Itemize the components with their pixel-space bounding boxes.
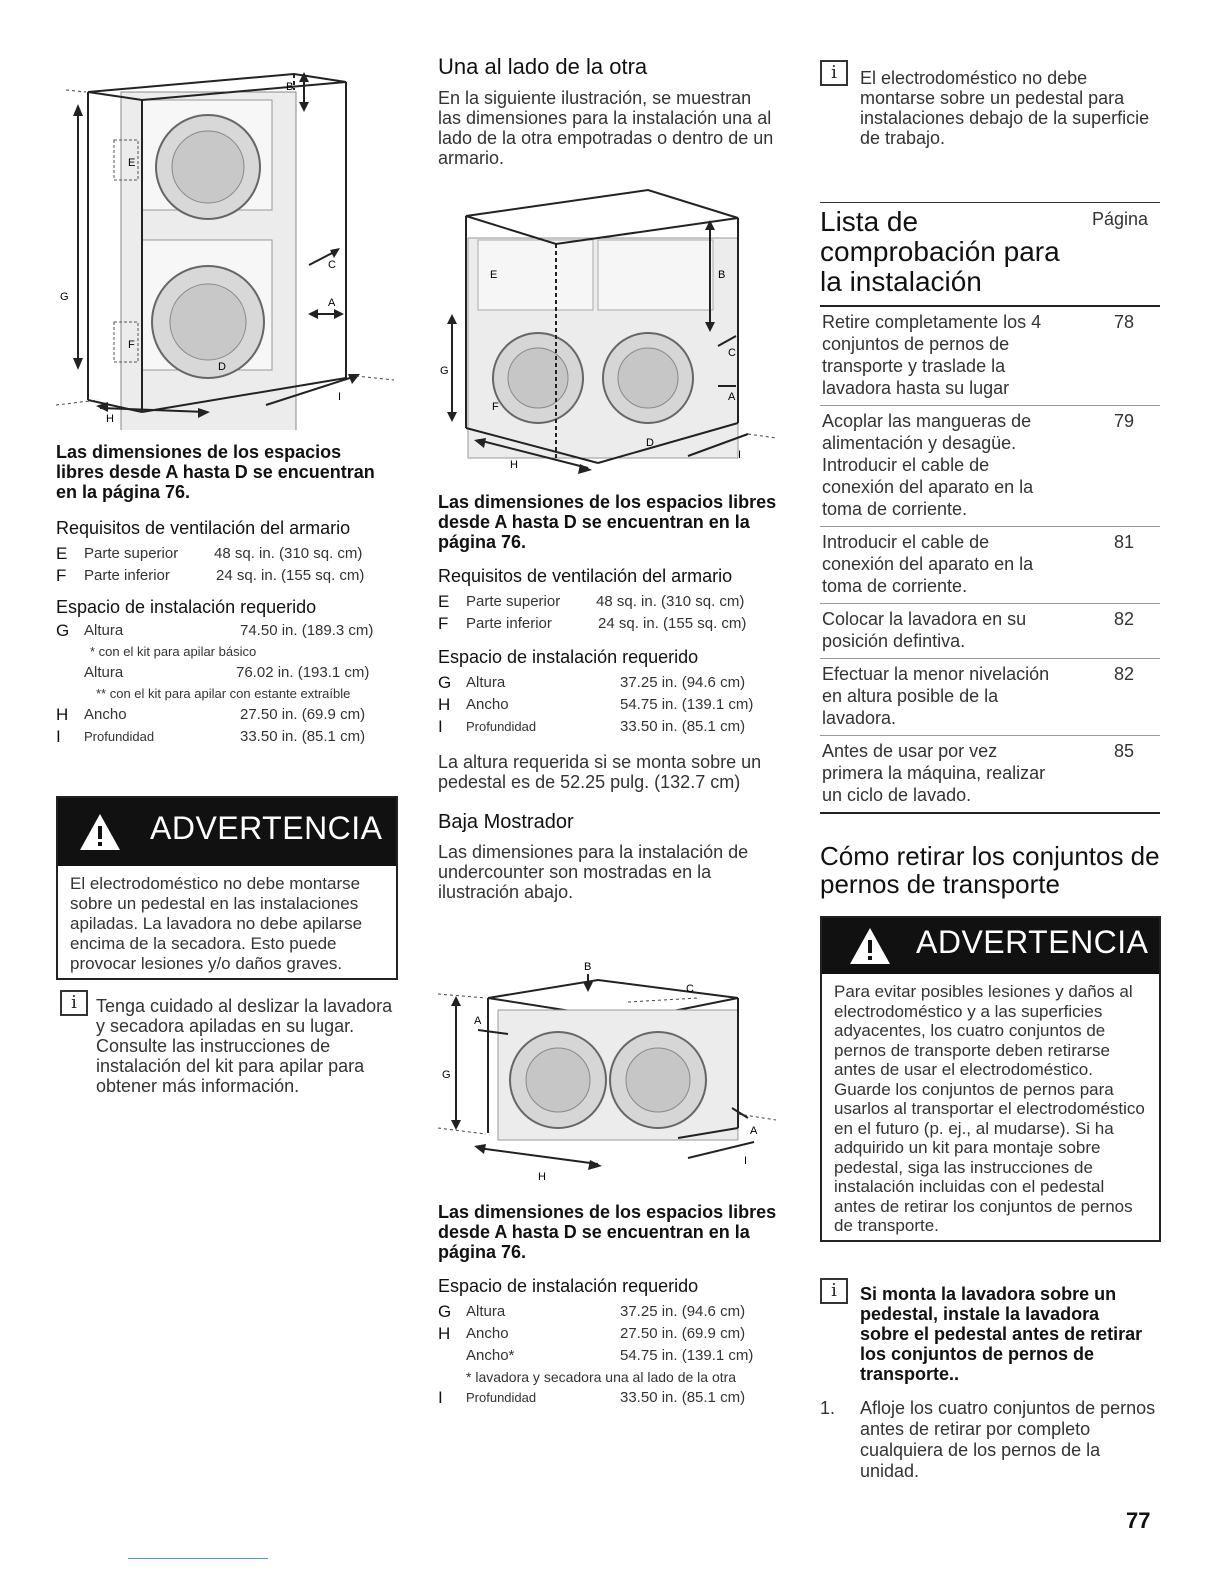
warning-box-stacked bbox=[56, 796, 398, 980]
warning-text: El electrodoméstico no debe montarse sobre un pedestal en las instalaciones apiladas. La lavadora no debe apilarse encima de la secadora. Esto puede provocar lesiones y/o daños graves. bbox=[70, 874, 363, 973]
spec-value: 33.50 in. (85.1 cm) bbox=[620, 718, 746, 735]
space-row-i bbox=[438, 716, 778, 738]
warning-title: ADVERTENCIA bbox=[916, 924, 1149, 960]
spec-value: 33.50 in. (85.1 cm) bbox=[620, 1389, 746, 1406]
checklist-page: 81 bbox=[1114, 532, 1135, 552]
checklist bbox=[820, 202, 1160, 814]
spec-note: * lavadora y secadora una al lado de la otra bbox=[466, 1369, 737, 1385]
page-number: 77 bbox=[1126, 1508, 1151, 1533]
spec-value: 27.50 in. (69.9 cm) bbox=[240, 706, 366, 723]
side-space-title: Espacio de instalación requerido bbox=[438, 647, 699, 667]
step-text: Afloje los cuatro conjuntos de pernos antes de retirar por completo cualquiera de los pernos de la unidad. bbox=[860, 1398, 1156, 1481]
checklist-row bbox=[820, 604, 1160, 659]
label-h: H bbox=[106, 413, 114, 425]
spec-value: 37.25 in. (94.6 cm) bbox=[620, 1303, 746, 1320]
spec-letter: I bbox=[56, 727, 61, 746]
label-a: A bbox=[750, 1125, 758, 1137]
spec-letter: E bbox=[438, 592, 450, 611]
warning-box-bolts bbox=[820, 916, 1161, 1242]
checklist-page: 82 bbox=[1114, 609, 1135, 629]
vent-row-f bbox=[438, 613, 778, 635]
label-d: D bbox=[218, 361, 226, 373]
spec-name: Parte inferior bbox=[84, 567, 170, 584]
spec-letter: G bbox=[56, 621, 70, 640]
label-a: A bbox=[328, 297, 336, 309]
spec-name: Altura bbox=[466, 1303, 506, 1320]
spec-value: 24 sq. in. (155 sq. cm) bbox=[216, 567, 365, 584]
checklist-row bbox=[820, 406, 1160, 527]
label-c: C bbox=[328, 259, 336, 271]
spec-value: 76.02 in. (193.1 cm) bbox=[236, 664, 370, 681]
checklist-text: Colocar la lavadora en su posición defintiva. bbox=[822, 609, 1027, 651]
label-f: F bbox=[492, 401, 499, 413]
spec-value: 74.50 in. (189.3 cm) bbox=[240, 622, 374, 639]
spec-name: Altura bbox=[84, 622, 124, 639]
stacked-space-title: Espacio de instalación requerido bbox=[56, 597, 317, 617]
spec-value: 54.75 in. (139.1 cm) bbox=[620, 1347, 754, 1364]
label-f: F bbox=[128, 339, 135, 351]
label-c: C bbox=[728, 347, 736, 359]
stacked-vent-title: Requisitos de ventilación del armario bbox=[56, 518, 351, 538]
spec-name: Parte superior bbox=[466, 593, 561, 610]
side-by-side-diagram bbox=[438, 178, 778, 478]
warning-text: Para evitar posibles lesiones y daños al electrodoméstico y a las superficies adyacentes, los cuatro conjuntos de pernos de transporte deben retirarse antes de usar el electrodoméstico. Guarde los conjuntos de pernos para usarlos al transportar el electrodoméstico en el futuro (p. ej., al mudarse). Si ha adquirido un kit para montaje sobre pedestal, siga las instrucciones de instalación incluidas con el pedestal antes de retirar los conjuntos de pernos de transporte. bbox=[834, 982, 1145, 1235]
spec-letter: E bbox=[56, 544, 68, 563]
vent-row-e bbox=[438, 591, 778, 613]
checklist-text: Introducir el cable de conexión del aparato en la toma de corriente. bbox=[822, 532, 1034, 596]
spec-value: 33.50 in. (85.1 cm) bbox=[240, 728, 366, 745]
checklist-page: 78 bbox=[1114, 312, 1135, 332]
spec-name: Profundidad bbox=[84, 729, 155, 744]
side-by-side-title: Una al lado de la otra bbox=[438, 54, 648, 79]
space-row-g bbox=[56, 620, 386, 642]
info-icon: i bbox=[60, 990, 88, 1016]
spec-value: 54.75 in. (139.1 cm) bbox=[620, 696, 754, 713]
checklist-page: 79 bbox=[1114, 411, 1135, 431]
warning-header bbox=[58, 798, 396, 866]
warning-title: ADVERTENCIA bbox=[150, 810, 383, 846]
space-row-g bbox=[438, 672, 778, 694]
label-a: A bbox=[728, 391, 736, 403]
checklist-text: Antes de usar por vez primera la máquina, realizar un ciclo de lavado. bbox=[822, 741, 1046, 805]
space-row-h bbox=[56, 704, 386, 726]
spec-name: Ancho* bbox=[466, 1347, 515, 1364]
spec-name: Parte superior bbox=[84, 545, 179, 562]
vent-row-f bbox=[56, 565, 386, 587]
spec-note: * con el kit para apilar básico bbox=[90, 644, 257, 659]
checklist-row bbox=[820, 527, 1160, 604]
spec-value: 37.25 in. (94.6 cm) bbox=[620, 674, 746, 691]
spec-letter: F bbox=[56, 566, 67, 585]
label-g: G bbox=[440, 365, 449, 377]
spec-name: Altura bbox=[84, 664, 124, 681]
spec-letter: H bbox=[438, 695, 451, 714]
spec-name: Profundidad bbox=[466, 719, 537, 734]
label-g: G bbox=[442, 1069, 451, 1081]
undercounter-title: Baja Mostrador bbox=[438, 811, 574, 833]
spec-letter: I bbox=[438, 717, 443, 736]
checklist-text: Retire completamente los 4 conjuntos de pernos de transporte y traslade la lavadora hasta su lugar bbox=[822, 312, 1042, 398]
label-d: D bbox=[646, 437, 654, 449]
spec-name: Ancho bbox=[84, 706, 127, 723]
spec-name: Altura bbox=[466, 674, 506, 691]
section-title: Cómo retirar los conjuntos de pernos de transporte bbox=[820, 841, 1160, 899]
pedestal-bold-info: Si monta la lavadora sobre un pedestal, instale la lavadora sobre el pedestal antes de retirar los conjuntos de pernos de transporte.. bbox=[860, 1284, 1143, 1384]
label-h: H bbox=[510, 459, 518, 471]
spec-letter: G bbox=[438, 673, 452, 692]
spec-letter: G bbox=[438, 1302, 452, 1321]
spec-name: Ancho bbox=[466, 1325, 509, 1342]
space2-row-h2 bbox=[438, 1345, 778, 1367]
undercounter-diagram bbox=[438, 958, 778, 1188]
spec-value: 48 sq. in. (310 sq. cm) bbox=[214, 545, 363, 562]
undercounter-caption: Las dimensiones de los espacios libres desde A hasta D se encuentran en la página 76. bbox=[438, 1202, 777, 1262]
spec-name: Ancho bbox=[466, 696, 509, 713]
label-b: B bbox=[584, 961, 592, 973]
middle-column bbox=[438, 54, 783, 1407]
label-e: E bbox=[490, 269, 498, 281]
checklist-page: 85 bbox=[1114, 741, 1135, 761]
warning-triangle-icon bbox=[78, 812, 122, 852]
spec-value: 24 sq. in. (155 sq. cm) bbox=[598, 615, 747, 632]
space-row-g2 bbox=[56, 662, 386, 684]
spec-name: Profundidad bbox=[466, 1390, 537, 1405]
vent-row-e bbox=[56, 543, 386, 565]
label-h: H bbox=[538, 1171, 546, 1183]
checklist-row bbox=[820, 307, 1160, 406]
space-row-h bbox=[438, 694, 778, 716]
side-caption: Las dimensiones de los espacios libres desde A hasta D se encuentran en la página 76. bbox=[438, 492, 777, 552]
checklist-page: 82 bbox=[1114, 664, 1135, 684]
pedestal-info-text: El electrodoméstico no debe montarse sobre un pedestal para instalaciones debajo de la superficie de trabajo. bbox=[860, 68, 1150, 148]
pedestal-height-note: La altura requerida si se monta sobre un pedestal es de 52.25 pulg. (132.7 cm) bbox=[438, 752, 762, 792]
stack-info-text: Tenga cuidado al deslizar la lavadora y secadora apiladas en su lugar. Consulte las instrucciones de instalación del kit para apilar para obtener más información. bbox=[96, 996, 393, 1096]
space2-row-g bbox=[438, 1301, 778, 1323]
footer-rule bbox=[128, 1558, 268, 1559]
label-b: B bbox=[718, 269, 726, 281]
stacked-installation-diagram bbox=[56, 60, 401, 430]
step-number: 1. bbox=[820, 1398, 836, 1418]
space-row-i bbox=[56, 726, 386, 748]
spec-value: 48 sq. in. (310 sq. cm) bbox=[596, 593, 745, 610]
undercounter-space-title: Espacio de instalación requerido bbox=[438, 1276, 699, 1296]
warning-triangle-icon bbox=[848, 926, 892, 966]
spec-note: ** con el kit para apilar con estante extraíble bbox=[96, 686, 351, 701]
label-c: C bbox=[686, 983, 694, 995]
label-i: I bbox=[338, 391, 342, 403]
spec-letter: I bbox=[438, 1388, 443, 1407]
stacked-caption: Las dimensiones de los espacios libres desde A hasta D se encuentran en la página 76. bbox=[56, 442, 375, 502]
checklist-text: Acoplar las mangueras de alimentación y desagüe. Introducir el cable de conexión del aparato en la toma de corriente. bbox=[822, 411, 1034, 519]
undercounter-text: Las dimensiones para la instalación de undercounter son mostradas en la ilustración abajo. bbox=[438, 842, 749, 902]
space2-row-i bbox=[438, 1387, 778, 1409]
spec-name: Parte inferior bbox=[466, 615, 552, 632]
label-e: E bbox=[128, 157, 136, 169]
label-i: I bbox=[738, 449, 742, 461]
spec-letter: H bbox=[56, 705, 69, 724]
label-a: A bbox=[474, 1015, 482, 1027]
info-icon: i bbox=[820, 60, 848, 86]
space2-row-h bbox=[438, 1323, 778, 1345]
checklist-text: Efectuar la menor nivelación en altura posible de la lavadora. bbox=[822, 664, 1050, 728]
spec-letter: F bbox=[438, 614, 449, 633]
checklist-page-header: Página bbox=[1092, 209, 1149, 229]
spec-value: 27.50 in. (69.9 cm) bbox=[620, 1325, 746, 1342]
label-g: G bbox=[60, 291, 69, 303]
side-vent-title: Requisitos de ventilación del armario bbox=[438, 566, 733, 586]
label-b: B bbox=[286, 81, 294, 93]
label-i: I bbox=[744, 1155, 748, 1167]
info-icon: i bbox=[820, 1278, 848, 1304]
side-by-side-intro: En la siguiente ilustración, se muestran las dimensiones para la instalación una al lado de la otra empotradas o dentro de un armario. bbox=[438, 88, 774, 168]
spec-letter: H bbox=[438, 1324, 451, 1343]
warning-header bbox=[822, 918, 1159, 974]
checklist-title: Lista de comprobación para la instalación bbox=[820, 206, 1060, 297]
checklist-row bbox=[820, 659, 1160, 736]
checklist-row bbox=[820, 736, 1160, 814]
